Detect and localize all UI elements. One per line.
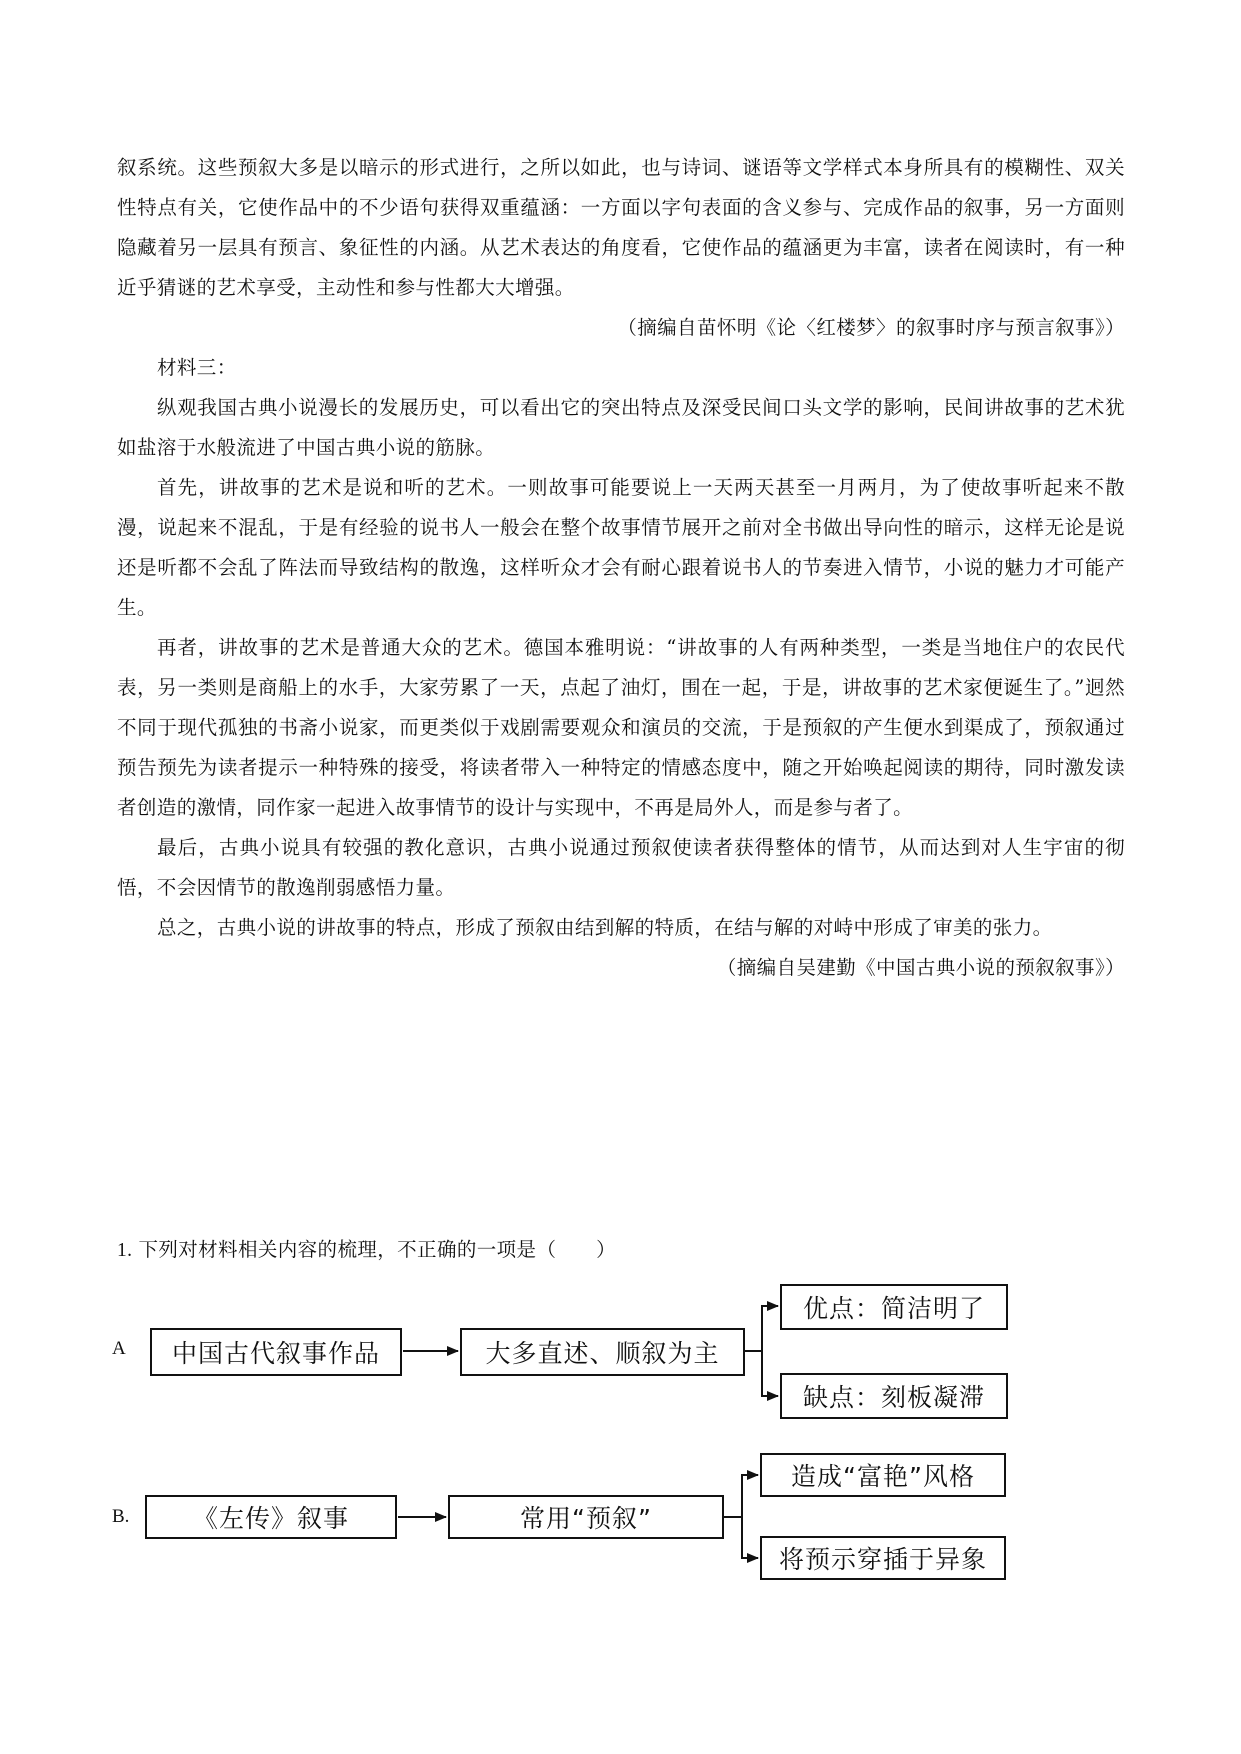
- passage-top: [117, 148, 1125, 348]
- option-a-box-disadvantage: 缺点：刻板凝滞: [780, 1373, 1008, 1419]
- passage-material-3: [117, 348, 1125, 988]
- question-1: [117, 1232, 616, 1269]
- material-3-heading: 材料三：: [157, 356, 237, 379]
- option-b-box-ornate-style: 造成“富艳”风格: [760, 1453, 1006, 1497]
- option-a-box-chinese-narratives: 中国古代叙事作品: [150, 1328, 402, 1376]
- question-text: 下列对材料相关内容的梳理，不正确的一项是（ ）: [138, 1238, 617, 1261]
- option-b-box-omens: 将预示穿插于异象: [760, 1536, 1006, 1580]
- paragraph-conclusion: 总之，古典小说的讲故事的特点，形成了预叙由结到解的特质，在结与解的对峙中形成了审美的张力。: [157, 916, 1053, 939]
- option-b-label[interactable]: B.: [112, 1506, 130, 1527]
- option-b-bracket: [724, 1475, 756, 1558]
- option-a-box-advantage: 优点：简洁明了: [780, 1284, 1008, 1330]
- option-b-box-zuozhuan: 《左传》叙事: [145, 1495, 397, 1539]
- paragraph-first: 首先，讲故事的艺术是说和听的艺术。一则故事可能要说上一天两天甚至一月两月，为了使故事听起来不散漫，说起来不混乱，于是有经验的说书人一般会在整个故事情节展开之前对全书做出导向性的暗示，这样无论是说还是听都不会乱了阵法而导致结构的散逸，这样听众才会有耐心跟着说书人的节奏进入情节，小说的魅力才可能产生。: [117, 476, 1125, 619]
- paragraph-overview: 纵观我国古典小说漫长的发展历史，可以看出它的突出特点及深受民间口头文学的影响，民间讲故事的艺术犹如盐溶于水般流进了中国古典小说的筋脉。: [117, 396, 1125, 459]
- question-number: 1.: [117, 1240, 133, 1261]
- option-a-bracket: [745, 1306, 775, 1396]
- option-b-box-foreshadowing: 常用“预叙”: [448, 1495, 724, 1539]
- option-a-label[interactable]: A: [112, 1338, 126, 1359]
- source-citation-material-3: （摘编自吴建勤《中国古典小说的预叙叙事》）: [716, 956, 1125, 979]
- option-a-box-direct-narration: 大多直述、顺叙为主: [460, 1328, 745, 1376]
- source-citation-material-2: （摘编自苗怀明《论〈红楼梦〉的叙事时序与预言叙事》）: [617, 316, 1125, 339]
- paragraph-foreshadow-system: 叙系统。这些预叙大多是以暗示的形式进行，之所以如此，也与诗词、谜语等文学样式本身所具有的模糊性、双关性特点有关，它使作品中的不少语句获得双重蕴涵：一方面以字句表面的含义参与、完成作品的叙事，另一方面则隐藏着另一层具有预言、象征性的内涵。从艺术表达的角度看，它使作品的蕴涵更为丰富，读者在阅读时，有一种近乎猜谜的艺术享受，主动性和参与性都大大增强。: [117, 156, 1125, 299]
- paragraph-third: 最后，古典小说具有较强的教化意识，古典小说通过预叙使读者获得整体的情节，从而达到对人生宇宙的彻悟，不会因情节的散逸削弱感悟力量。: [117, 836, 1125, 899]
- paragraph-second: 再者，讲故事的艺术是普通大众的艺术。德国本雅明说：“讲故事的人有两种类型，一类是当地住户的农民代表，另一类则是商船上的水手，大家劳累了一天，点起了油灯，围在一起，于是，讲故事的艺术家便诞生了。”迥然不同于现代孤独的书斋小说家，而更类似于戏剧需要观众和演员的交流，于是预叙的产生便水到渠成了，预叙通过预告预先为读者提示一种特殊的接受，将读者带入一种特定的情感态度中，随之开始唤起阅读的期待，同时激发读者创造的激情，同作家一起进入故事情节的设计与实现中，不再是局外人，而是参与者了。: [117, 636, 1125, 819]
